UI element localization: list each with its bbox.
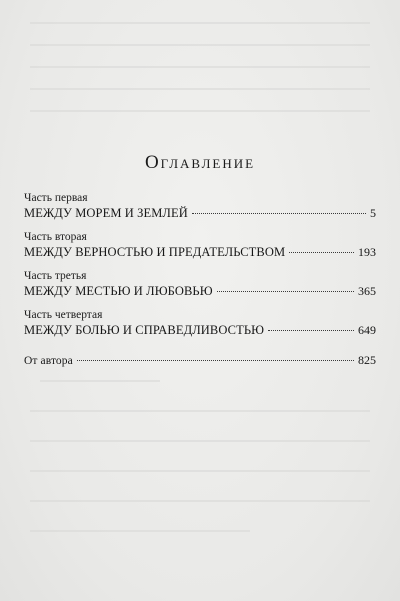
dot-leader [77,360,354,361]
page-title: Оглавление [144,152,256,173]
bleed-through-line [30,44,370,46]
toc-entry[interactable] [24,283,376,299]
page-number: 5 [370,206,376,220]
bleed-through-line [30,500,370,502]
bleed-through-line [30,410,370,412]
entry-title: МЕЖДУ БОЛЬЮ И СПРАВЕДЛИВОСТЬЮ [24,323,265,337]
page-number: 825 [358,353,376,367]
bleed-through-line [30,440,370,442]
table-of-contents [24,191,376,377]
page-number: 649 [358,323,376,337]
part-label: Часть первая [24,192,88,204]
dot-leader [289,252,354,253]
part-label: Часть четвертая [24,309,103,321]
bleed-through-line [30,88,370,90]
toc-entry[interactable] [24,322,376,338]
bleed-through-line [30,470,370,472]
bleed-through-line [30,530,250,532]
toc-entry[interactable] [24,244,376,260]
bleed-through-line [30,22,370,24]
dot-leader [192,213,366,214]
part-label: Часть вторая [24,231,87,243]
entry-title: МЕЖДУ ВЕРНОСТЬЮ И ПРЕДАТЕЛЬСТВОМ [24,245,286,259]
entry-title: МЕЖДУ МЕСТЬЮ И ЛЮБОВЬЮ [24,284,213,298]
toc-entry[interactable] [24,205,376,221]
entry-title: От автора [24,355,73,367]
bleed-through-line [30,66,370,68]
page-number: 365 [358,284,376,298]
dot-leader [268,330,354,331]
part-label: Часть третья [24,270,87,282]
bleed-through-line [30,110,370,112]
page-number: 193 [358,245,376,259]
bleed-through-line [40,380,160,382]
dot-leader [217,291,354,292]
entry-title: МЕЖДУ МОРЕМ И ЗЕМЛЕЙ [24,206,188,220]
toc-entry-author-note[interactable] [24,352,376,368]
